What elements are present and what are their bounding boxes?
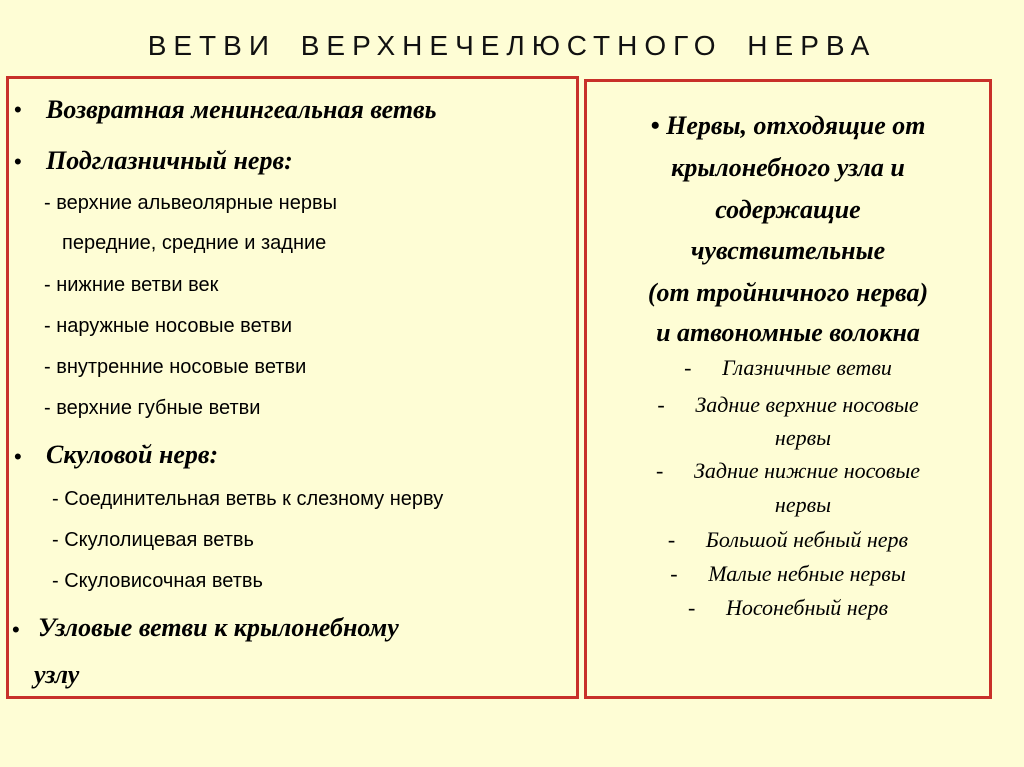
dash-icon: -: [655, 458, 664, 483]
item-zygomatic: Скуловой нерв:: [46, 440, 219, 469]
sub-item: - верхние губные ветви: [44, 397, 261, 419]
dash-icon: -: [657, 392, 665, 417]
right-item: - Глазничные ветви: [684, 355, 892, 380]
item-recurrent-meningeal: Возвратная менингеальная ветвь: [46, 95, 437, 124]
right-item: - Носонебный нерв: [687, 595, 889, 620]
right-item: - Задние верхние носовые: [657, 392, 919, 417]
right-item: - Задние нижние носовые: [655, 458, 921, 483]
item-infraorbital: Подглазничный нерв:: [46, 146, 293, 175]
page-title: ВЕТВИ ВЕРХНЕЧЕЛЮСТНОГО НЕРВА: [147, 30, 877, 61]
sub-item: - Соединительная ветвь к слезному нерву: [52, 488, 444, 510]
sub-item: - внутренние носовые ветви: [44, 356, 307, 378]
right-item-continuation: нервы: [774, 425, 832, 450]
item-ganglionic-line2: узлу: [34, 660, 80, 689]
sub-item: - наружные носовые ветви: [44, 315, 292, 337]
dash-icon: -: [670, 561, 678, 586]
sub-item: - Скулолицевая ветвь: [52, 529, 254, 551]
right-item-continuation: нервы: [774, 492, 832, 517]
bullet-icon: •: [12, 617, 20, 642]
sub-item: - нижние ветви век: [44, 274, 219, 296]
right-item: - Большой небный нерв: [667, 527, 909, 552]
right-heading-line: (от тройничного нерва): [647, 278, 929, 307]
sub-item: - верхние альвеолярные нервы: [44, 192, 337, 214]
right-heading-line: • Нервы, отходящие от: [650, 111, 926, 140]
bullet-icon: •: [14, 444, 22, 469]
sub-item: - Скуловисочная ветвь: [52, 570, 263, 592]
dash-icon: -: [687, 595, 696, 620]
bullet-icon: •: [14, 97, 22, 122]
right-heading-line: крылонебного узла и: [671, 153, 905, 182]
right-heading-line: содержащие: [715, 195, 861, 224]
bullet-icon: •: [14, 149, 22, 174]
sub-item: передние, средние и задние: [62, 232, 327, 254]
dash-icon: -: [667, 527, 676, 552]
right-heading-line: и атвономные волокна: [656, 318, 920, 347]
dash-icon: -: [684, 355, 692, 380]
right-item: - Малые небные нервы: [670, 561, 906, 586]
item-ganglionic-line1: Узловые ветви к крылонебному: [38, 613, 399, 642]
right-heading-line: чувствительные: [690, 236, 886, 265]
